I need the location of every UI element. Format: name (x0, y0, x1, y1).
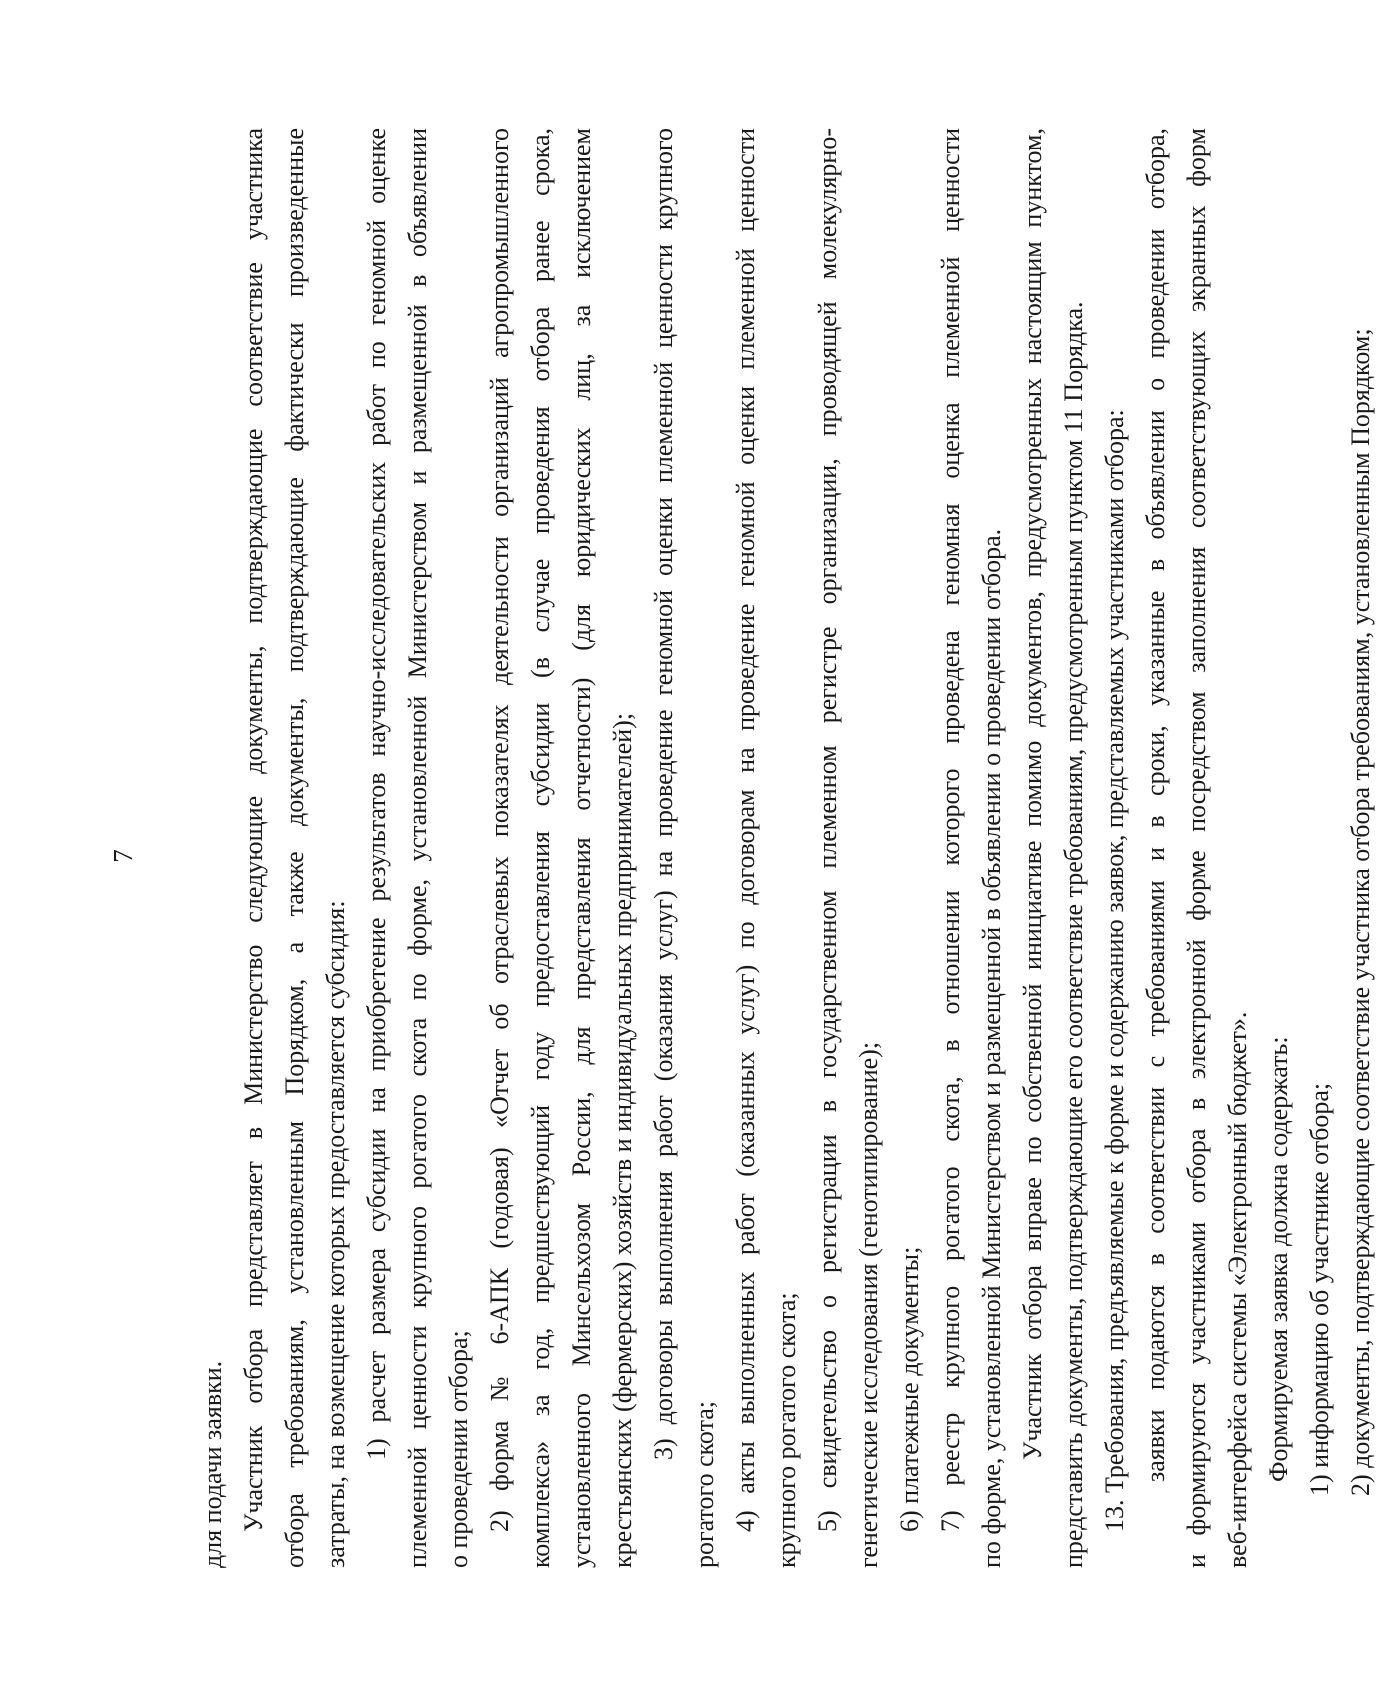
text-line: крестьянских (фермерских) хозяйств и индивидуальных предпринимателей); (608, 712, 637, 1568)
text-line: племенной ценности крупного рогатого скота по форме, установленной Министерством и размещенной в объявлении (403, 128, 432, 1568)
page-number: 7 (108, 849, 138, 863)
text-line: установленного Минсельхозом России, для представления отчетности) (для юридических лиц, за исключением (567, 128, 596, 1568)
text-line: представить документы, подтверждающие его соответствие требованиям, предусмотренным пунктом 11 Порядка. (1059, 301, 1088, 1568)
text-line: по форме, установленной Министерством и размещенной в объявлении о проведении отбора. (977, 528, 1006, 1568)
text-line: для подачи заявки. (198, 1360, 227, 1568)
text-line: Участник отбора представляет в Министерство следующие документы, подтверждающие соответствие участника (239, 128, 268, 1532)
text-line: о проведении отбора; (444, 1330, 473, 1568)
text-line: Участник отбора вправе по собственной инициативе помимо документов, предусмотренных настоящим пунктом, (1018, 128, 1047, 1460)
text-line: генетические исследования (генотипирование); (854, 1041, 883, 1568)
text-line: 7) реестр крупного рогатого скота, в отношении которого проведена геномная оценка племенной ценности (936, 128, 965, 1532)
document-body (192, 128, 1381, 1568)
text-line: комплекса» за год, предшествующий году предоставления субсидии (в случае проведения отбора ранее срока, (526, 128, 555, 1568)
text-line: 2) документы, подтверждающие соответствие участника отбора требованиям, установленным Порядком; (1346, 328, 1375, 1496)
text-line: заявки подаются в соответствии с требованиями и в сроки, указанные в объявлении о проведении отбора, (1141, 128, 1170, 1482)
text-line: крупного рогатого скота; (772, 1292, 801, 1568)
text-line: 6) платежные документы; (895, 1246, 924, 1532)
text-line: и формируются участниками отбора в электронной форме посредством заполнения соответствующих экранных форм (1182, 128, 1211, 1568)
text-line: отбора требованиям, установленным Порядком, а также документы, подтверждающие фактически произведенные (280, 128, 309, 1568)
text-line: 1) информацию об участнике отбора; (1305, 1082, 1334, 1496)
text-line: Формируемая заявка должна содержать: (1264, 1036, 1293, 1482)
text-line: веб-интерфейса системы «Электронный бюджет». (1223, 1011, 1252, 1568)
text-line: 3) договоры выполнения работ (оказания услуг) на проведение геномной оценки племенной ценности крупного (649, 128, 678, 1460)
text-line: 5) свидетельство о регистрации в государственном племенном регистре организации, проводящей молекулярно- (813, 128, 842, 1532)
text-line: 2) форма № 6-АПК (годовая) «Отчет об отраслевых показателях деятельности организаций агропромышленного (485, 128, 514, 1532)
text-line: 1) расчет размера субсидии на приобретение результатов научно-исследовательских работ по геномной оценке (362, 128, 391, 1460)
text-line: затраты, на возмещение которых предоставляется субсидия: (321, 900, 350, 1568)
text-line: рогатого скота; (690, 1400, 719, 1568)
rotated-page-content (100, 98, 1375, 1568)
text-line: 4) акты выполненных работ (оказанных услуг) по договорам на проведение геномной оценки племенной ценности (731, 128, 760, 1532)
text-line: 13. Требования, предъявляемые к форме и содержанию заявок, представляемых участниками отбора: (1100, 409, 1129, 1532)
